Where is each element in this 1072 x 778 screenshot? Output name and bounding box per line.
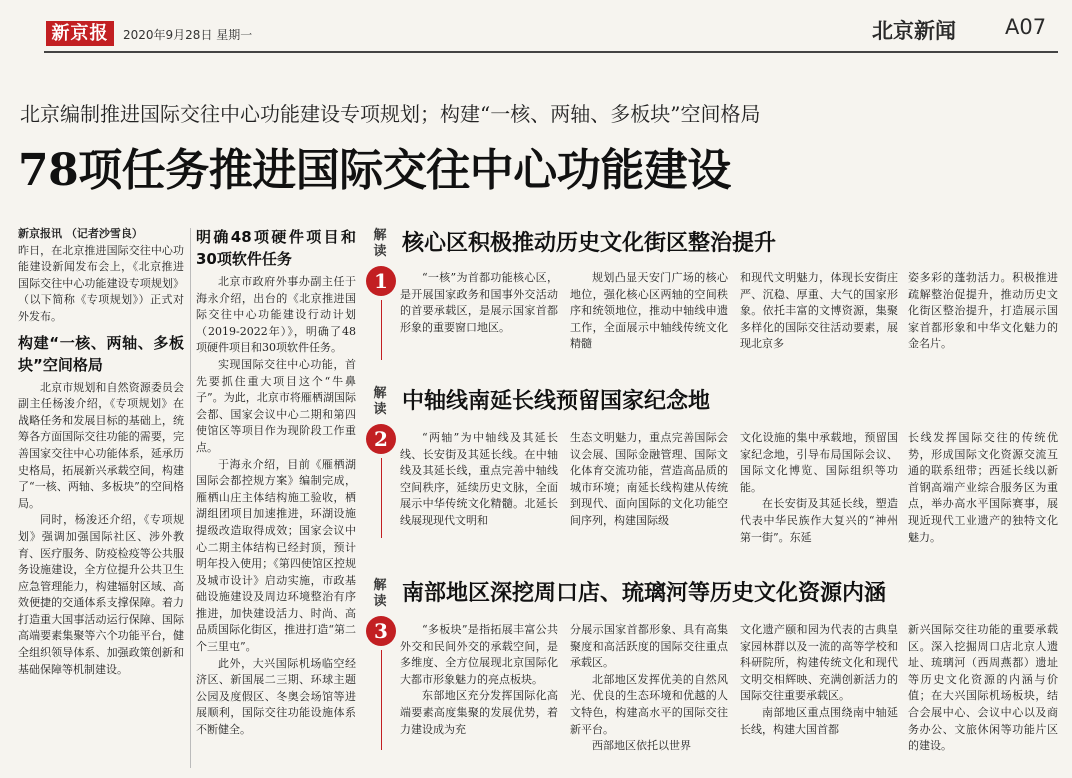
paragraph: 西部地区依托以世界	[592, 739, 691, 753]
paragraph: 东部地区充分发挥国际化高端要素高度集聚的发展优势，着力建设成为充	[400, 689, 558, 736]
section-column: 姿多彩的蓬勃活力。积极推进疏解整治促提升，推动历史文化街区整治提升，打造展示国家首都形象和中华文化魅力的金名片。	[908, 271, 1058, 351]
paragraph: 南部地区重点围绕南中轴延长线，构建大国首都	[740, 705, 898, 736]
paragraph: 此外，大兴国际机场临空经济区、新国展二三期、环球主题公园及度假区、冬奥会场馆等进展顺利，国际交往功能设施体系不断健全。	[196, 656, 356, 737]
section-title: 中轴线南延长线预留国家纪念地	[402, 388, 711, 414]
lead-paragraph: 昨日，在北京推进国际交往中心功能建设新闻发布会上，《北京推进国际交往中心功能建设专项规划》（以下简称《专项规划》）正式对外发布。	[18, 243, 184, 323]
section-column: 文化遗产颐和园为代表的古典皇家园林群以及一流的高等学校和科研院所，构建传统文化和现代文明交相辉映、充满创新活力的国际交往重要承载区。 南部地区重点围绕南中轴延长线，构建大国首都	[740, 622, 898, 772]
paragraph: 在长安街及其延长线，塑造代表中华民族作大复兴的“神州第一街”。东延	[740, 497, 898, 544]
paragraph: 实现国际交往中心功能，首先要抓住重大项目这个“牛鼻子”。为此，北京市将雁栖湖国际会都、国家会议中心二期和第四使馆区等项目作为现阶段工作重点。	[196, 357, 356, 454]
paragraph: 北京市规划和自然资源委员会副主任杨浚介绍，《专项规划》在战略任务和发展目标的基础上，统筹各方面国际交往功能的需要，完善国家交往中心功能体系，延承历史格局，拓展新兴承载空间，构建了“一核、两轴、多板块”的空间格局。	[18, 380, 184, 510]
section-column: 分展示国家首都形象、具有高集聚度和高活跃度的国际交往重点承载区。 北部地区发挥优美的自然风光、优良的生态环境和优越的人文特色，构建高水平的国际交往新平台。 西部地区依托以世界	[570, 622, 728, 772]
kicker-headline: 北京编制推进国际交往中心功能建设专项规划；构建“一核、两轴、多板块”空间格局	[20, 102, 761, 126]
byline: 新京报讯 （记者沙雪良）	[18, 227, 143, 240]
column-divider	[190, 228, 191, 768]
paragraph: 北京市政府外事办副主任于海永介绍，出台的《北京推进国际交往中心功能建设行动计划（2019-2022年）》，明确了48项硬件项目和30项软件任务。	[196, 275, 356, 355]
section-column: 文化设施的集中承载地，预留国家纪念地，引导布局国际会议、国际文化博览、国际组织等功能。 在长安街及其延长线，塑造代表中华民族作大复兴的“神州第一街”。东延	[740, 430, 898, 548]
section-column: 规划凸显天安门广场的核心地位，强化核心区两轴的空间秩序和统领地位，推动中轴线申遗工作，全面展示中轴线传统文化精髓	[570, 271, 728, 351]
section-title: 南部地区深挖周口店、琉璃河等历史文化资源内涵	[402, 580, 887, 606]
interpretation-label: 解读	[373, 228, 387, 259]
header-rule	[44, 51, 1058, 53]
section-name: 北京新闻	[872, 18, 956, 43]
section-number-badge: 3	[366, 616, 396, 646]
interpretation-label: 解读	[373, 578, 387, 609]
section-number-badge: 2	[366, 424, 396, 454]
red-rule	[381, 300, 382, 360]
section-column: “多板块”是指拓展丰富公共外交和民间外交的承载空间，是多维度、全方位展现北京国际化大都市形象魅力的亮点板块。 东部地区充分发挥国际化高端要素高度集聚的发展优势，着力建设成为充	[400, 622, 558, 772]
red-rule	[381, 650, 382, 750]
subhead-spatial-layout: 构建“一核、两轴、多板块”空间格局	[18, 333, 184, 374]
section-number-badge: 1	[366, 266, 396, 296]
section-title: 核心区积极推动历史文化街区整治提升	[402, 230, 777, 256]
section-column: 和现代文明魅力，体现长安街庄严、沉稳、厚重、大气的国家形象。依托丰富的文博资源，集聚多样化的国际交往活动要素，展现北京多	[740, 271, 898, 351]
article-column-1	[18, 226, 184, 774]
section-column: 新兴国际交往功能的重要承载区。深入挖掘周口店北京人遗址、琉璃河（西周燕都）遗址等历史文化资源的内涵与价值；在大兴国际机场板块，结合会展中心、会议中心以及商务办公、文旅休闲等功能片区的建设。	[908, 623, 1058, 753]
issue-date: 2020年9月28日 星期一	[123, 28, 253, 42]
section-column: “两轴”为中轴线及其延长线、长安街及其延长线。在中轴线及其延长线，重点完善中轴线空间秩序，延续历史文脉，全面展示中华传统文化精髓。北延长线展现现代文明和	[400, 431, 558, 527]
page-number: A07	[1005, 15, 1047, 39]
section-column: 生态文明魅力，重点完善国际会议会展、国际金融管理、国际文化体育交流功能，营造高品质的城市环境；南延长线构建从传统到现代、面向国际的文化功能空间序列，构建国际级	[570, 431, 728, 527]
red-rule	[381, 458, 382, 538]
section-column: “一核”为首都功能核心区，是开展国家政务和国事外交活动的首要承载区，是展示国家首都形象的重要窗口地区。	[400, 271, 558, 334]
interpretation-label: 解读	[373, 386, 387, 417]
subhead-projects: 明确48项硬件项目和30项软件任务	[196, 228, 356, 268]
article-column-2	[196, 226, 356, 774]
section-column: 长线发挥国际交往的传统优势，形成国际文化资源交流互通的联系纽带；西延长线以新首钢高端产业综合服务区为重点，举办高水平国际赛事，展现近现代工业遗产的独特文化魅力。	[908, 431, 1058, 544]
paragraph: 北部地区发挥优美的自然风光、优良的生态环境和优越的人文特色，构建高水平的国际交往新平台。	[570, 672, 728, 736]
paragraph: 于海永介绍，目前《雁栖湖国际会都控规方案》编制完成，雁栖山庄主体结构施工验收，栖湖组团项目加速推进，环湖设施提级改造取得成效；国家会议中心二期主体结构已经封顶，预计明年投入使用；《第四使馆区控规及城市设计》启动实施，市政基础设施建设及周边环境整治有序推进，加快建设活力、时尚、高品质国际化街区，推进打造“第二个三里屯”。	[196, 457, 356, 654]
main-headline: 78项任务推进国际交往中心功能建设	[18, 145, 731, 196]
paragraph: 同时，杨浚还介绍，《专项规划》强调加强国际社区、涉外教育、医疗服务、防疫检疫等公共服务设施建设，全方位提升公共卫生应急管理能力，构建辐射区域、高效便捷的交通体系支撑保障。着力打造重大国事活动运行保障、国际高端要素集聚等六个功能平台，健全组织领导体系、加强政策创新和基础保障等机制建设。	[18, 513, 184, 676]
masthead-logo: 新京报	[46, 21, 114, 46]
